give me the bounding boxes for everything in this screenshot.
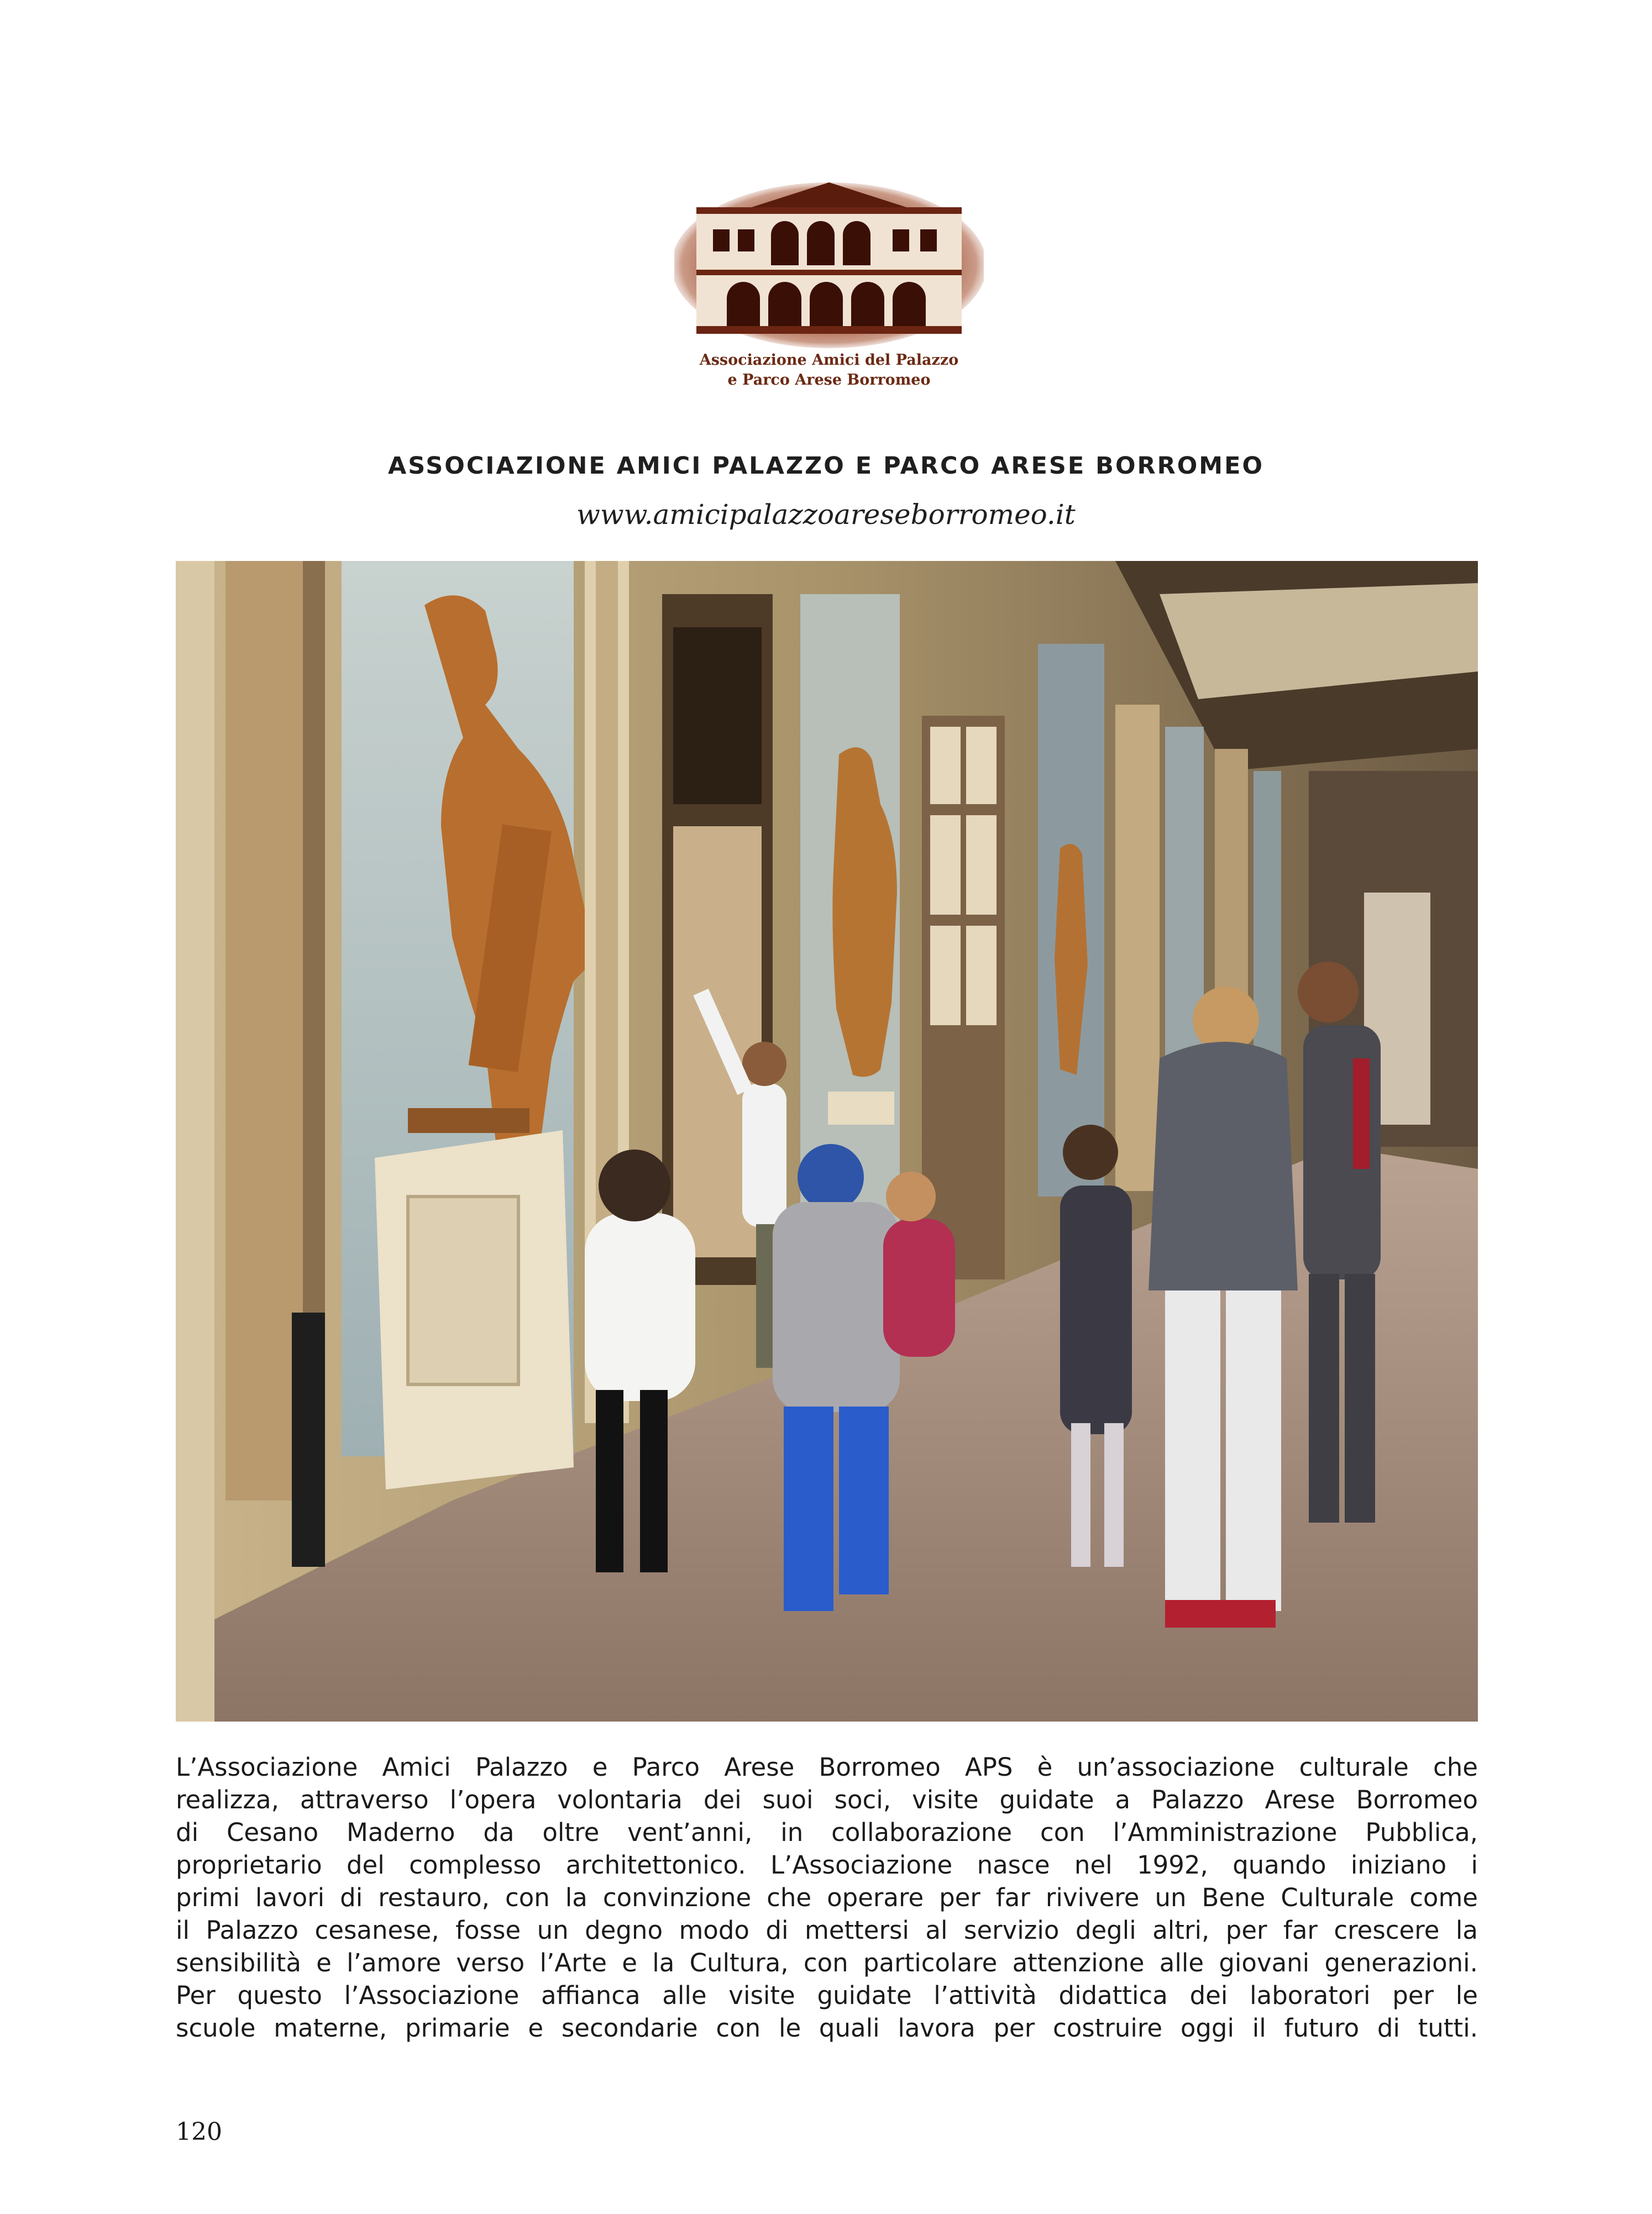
logo-caption-line1: Associazione Amici del Palazzo	[699, 351, 959, 369]
website-url: www.amicipalazzoareseborromeo.it	[576, 499, 1076, 531]
paragraph-line: il Palazzo cesanese, fosse un degno modo di mettersi al servizio degli altri, per far crescere la	[176, 1916, 1478, 1945]
paragraph-line: di Cesano Maderno da oltre vent’anni, in collaborazione con l’Amministrazione Pubblica,	[176, 1818, 1478, 1847]
paragraph-line: scuole materne, primarie e secondarie con le quali lavora per costruire oggi il futuro di tutti.	[176, 2013, 1478, 2043]
paragraph-line: proprietario del complesso architettonico. L’Associazione nasce nel 1992, quando iniziano i	[176, 1850, 1478, 1880]
paragraph-line: realizza, attraverso l’opera volontaria dei suoi soci, visite guidate a Palazzo Arese Borromeo	[176, 1785, 1478, 1814]
page-title: ASSOCIAZIONE AMICI PALAZZO E PARCO ARESE BORROMEO	[387, 452, 1265, 480]
logo-caption-line2: e Parco Arese Borromeo	[727, 371, 931, 389]
description-paragraph	[176, 1751, 1478, 2044]
page-number: 120	[176, 2118, 222, 2146]
paragraph-line: sensibilità e l’amore verso l’Arte e la Cultura, con particolare attenzione alle giovani generazioni.	[176, 1948, 1478, 1977]
gallery-photo	[176, 561, 1478, 1722]
paragraph-line: Per questo l’Associazione affianca alle visite guidate l’attività didattica dei laboratori per le	[176, 1981, 1478, 2010]
palazzo-logo-illustration	[674, 177, 984, 348]
association-logo	[674, 177, 984, 398]
paragraph-line: primi lavori di restauro, con la convinzione che operare per far rivivere un Bene Culturale come	[176, 1883, 1478, 1912]
frescoed-gallery-illustration	[176, 561, 1478, 1722]
paragraph-line: L’Associazione Amici Palazzo e Parco Arese Borromeo APS è un’associazione culturale che	[176, 1753, 1478, 1782]
